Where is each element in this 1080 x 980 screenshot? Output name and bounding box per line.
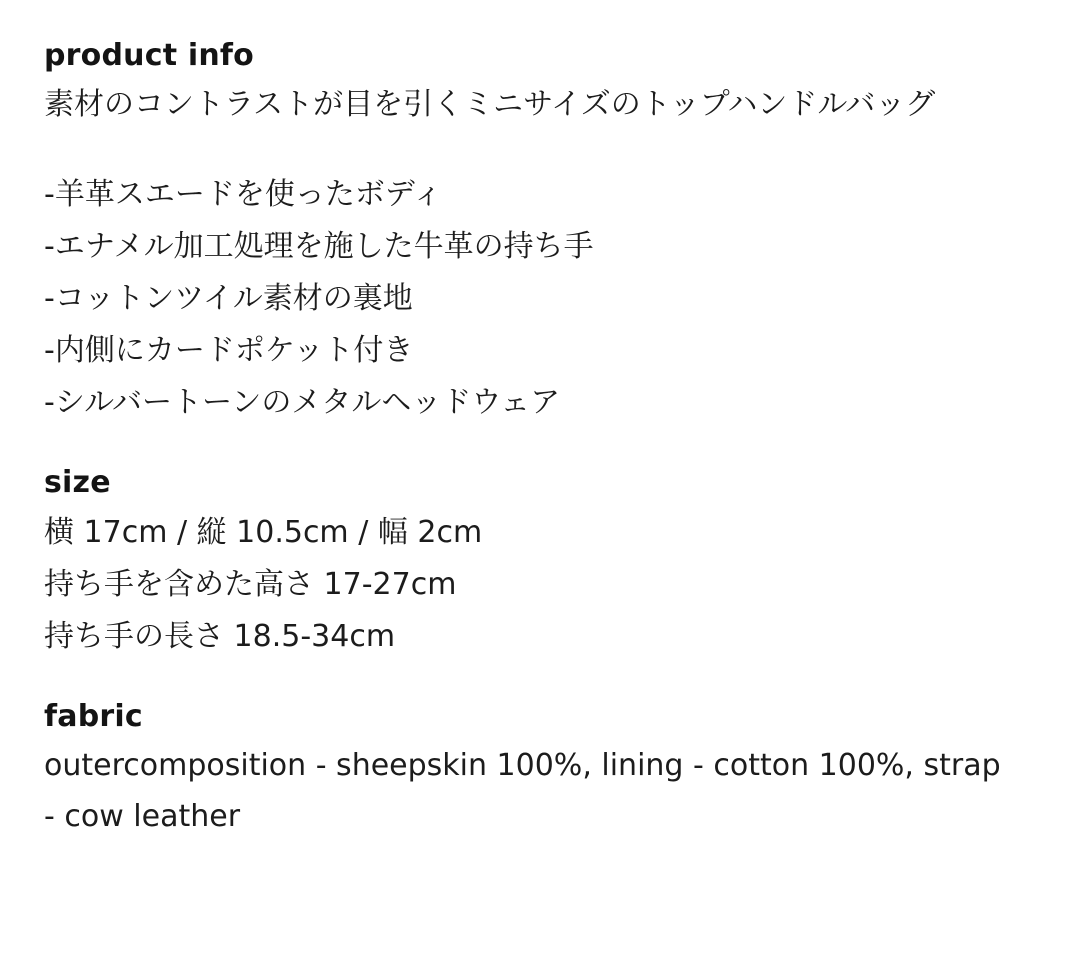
list-item: -内側にカードポケット付き (44, 332, 414, 368)
size-heading: size (44, 464, 111, 500)
spacer (44, 129, 1036, 169)
size-line: 持ち手を含めた高さ 17-27cm (44, 566, 457, 602)
product-info-section (44, 36, 1036, 429)
product-info-description: 素材のコントラストが目を引くミニサイズのトップハンドルバッグ (44, 86, 936, 122)
size-line: 横 17cm / 縦 10.5cm / 幅 2cm (44, 515, 483, 551)
size-line: 持ち手の長さ 18.5-34cm (44, 618, 396, 654)
size-details (44, 507, 1036, 663)
product-info-heading: product info (44, 38, 254, 73)
spacer (44, 663, 1036, 697)
list-item: -シルバートーンのメタルヘッドウェア (44, 384, 561, 420)
list-item: -コットンツイル素材の裏地 (44, 280, 413, 316)
fabric-composition-text: outercomposition - sheepskin 100%, lining - cotton 100%, strap - cow leather (44, 748, 1001, 834)
list-item: -エナメル加工処理を施した牛革の持ち手 (44, 228, 594, 264)
product-feature-list (44, 169, 1036, 428)
size-section (44, 463, 1036, 663)
fabric-section (44, 697, 1036, 842)
fabric-heading: fabric (44, 698, 143, 734)
spacer (44, 429, 1036, 463)
list-item: -羊革スエードを使ったボディ (44, 177, 443, 213)
